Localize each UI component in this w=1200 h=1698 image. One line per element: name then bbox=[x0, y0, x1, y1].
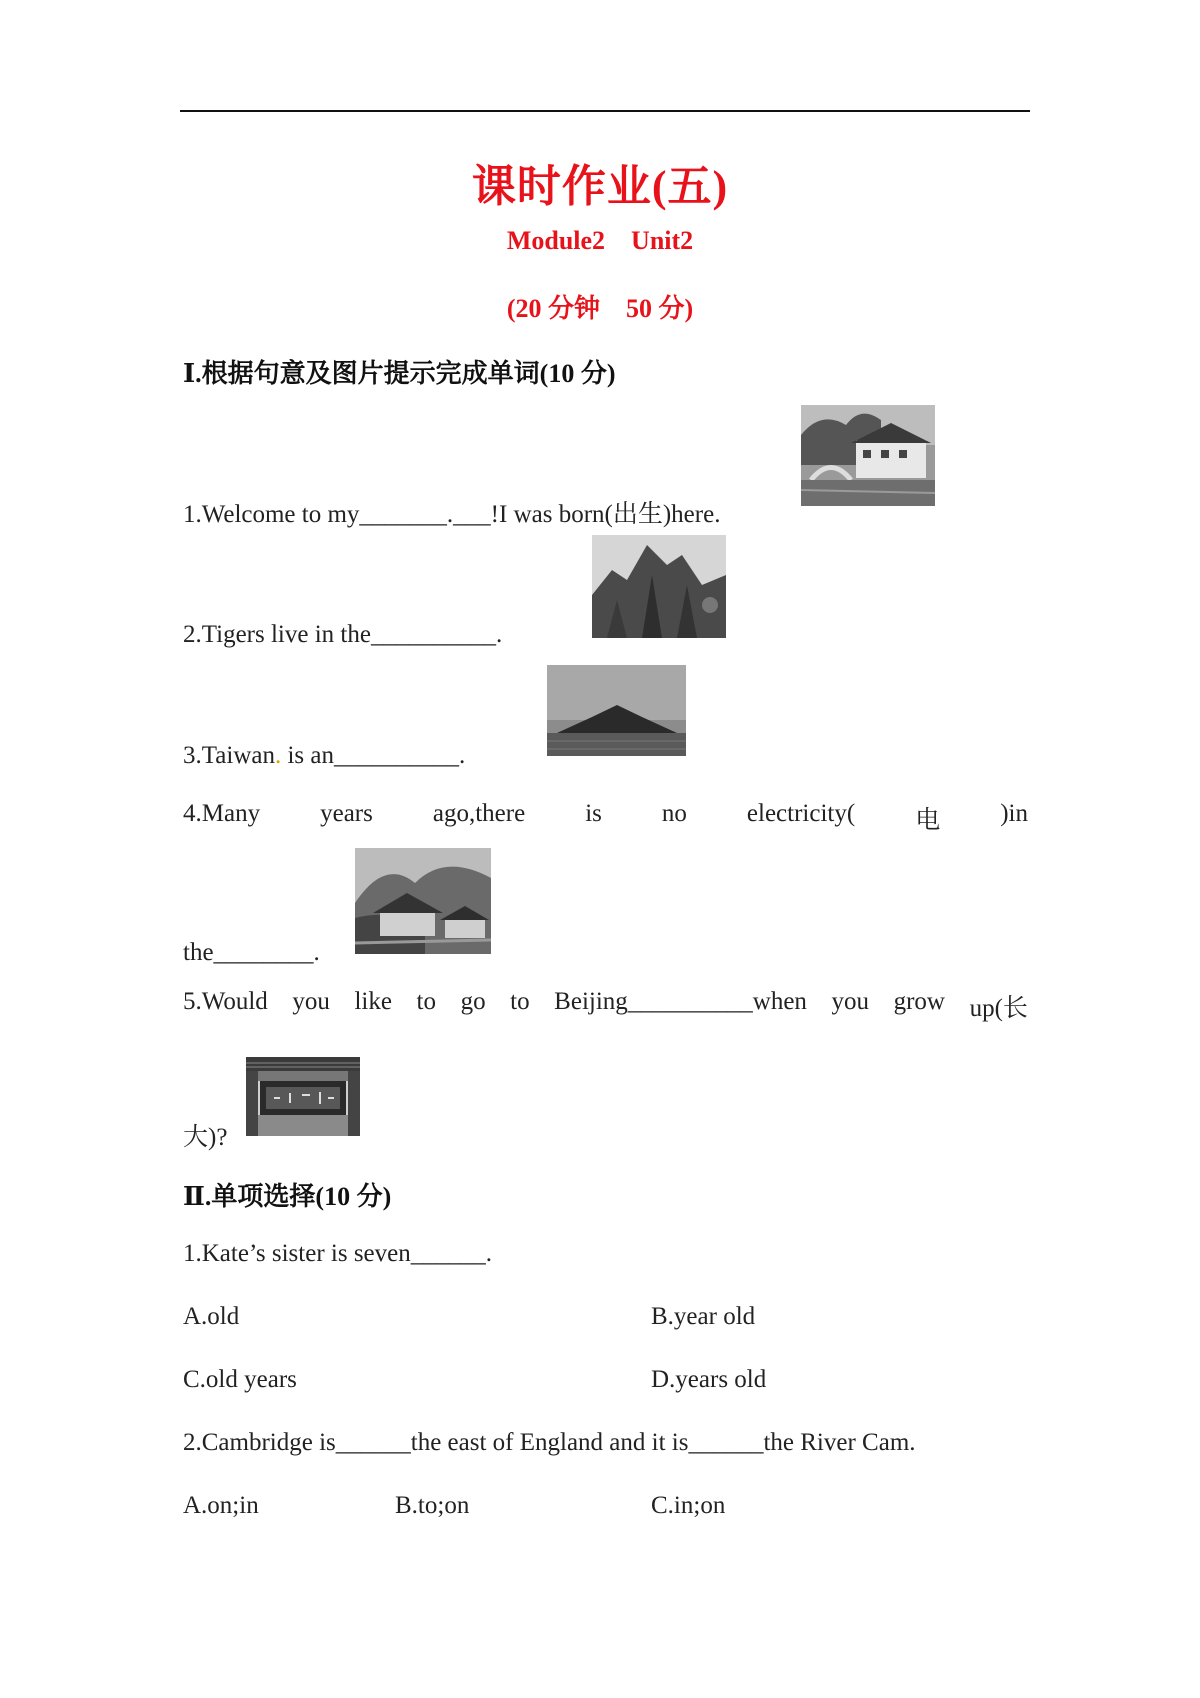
option-2-2-c: C.in;on bbox=[651, 1492, 726, 1519]
question-1-1-text: 1.Welcome to my_______.___!I was born(出生)here. bbox=[183, 501, 721, 528]
question-1-5-line-2 bbox=[183, 1117, 227, 1153]
page-title: 课时作业(五) bbox=[471, 162, 729, 211]
q4-word: is bbox=[585, 800, 602, 827]
question-1-4-line-1 bbox=[183, 800, 1028, 836]
question-1-1 bbox=[183, 494, 720, 530]
question-1-5-line-1 bbox=[183, 988, 1028, 1024]
q5-word: you bbox=[292, 988, 330, 1015]
q5-word: to bbox=[510, 988, 530, 1015]
q4-word: electricity( bbox=[746, 800, 856, 827]
header-rule bbox=[180, 110, 1030, 112]
q5-word: go bbox=[460, 988, 486, 1015]
module-subtitle: Module2 Unit2 bbox=[506, 226, 694, 255]
q4-word: 电 bbox=[915, 807, 941, 834]
question-1-2-text: 2.Tigers live in the__________. bbox=[183, 621, 503, 648]
option-2-1-a: A.old bbox=[183, 1303, 240, 1330]
q5-word: up(长 bbox=[969, 995, 1028, 1022]
q5-word: to bbox=[416, 988, 436, 1015]
question-2-2-text: 2.Cambridge is______the east of England and it is______the River Cam. bbox=[183, 1429, 916, 1456]
countryside-photo bbox=[355, 848, 491, 954]
question-1-5-end-text: 大)? bbox=[183, 1124, 228, 1151]
question-2-1 bbox=[183, 1240, 492, 1268]
q5-word: you bbox=[831, 988, 870, 1015]
q4-word: ago,there bbox=[432, 800, 526, 827]
university-gate-photo bbox=[246, 1057, 360, 1136]
q5-word: like bbox=[354, 988, 392, 1015]
option-2-1-c: C.old years bbox=[183, 1366, 297, 1393]
question-2-2 bbox=[183, 1429, 916, 1457]
q5-word: grow bbox=[893, 988, 945, 1015]
q4-word: 4.Many bbox=[183, 800, 261, 827]
option-2-2-a: A.on;in bbox=[183, 1492, 259, 1519]
question-1-3-text-a: 3.Taiwan bbox=[183, 742, 275, 769]
option-2-1-b: B.year old bbox=[651, 1303, 756, 1330]
q5-word: 5.Would bbox=[183, 988, 268, 1015]
question-2-1-text: 1.Kate’s sister is seven______. bbox=[183, 1240, 492, 1267]
island-photo bbox=[547, 665, 686, 756]
option-2-1-d: D.years old bbox=[651, 1366, 767, 1393]
section-1-heading: Ⅰ.根据句意及图片提示完成单词(10 分) bbox=[183, 359, 616, 388]
highlight-dot: . bbox=[274, 742, 282, 769]
question-1-4-line-2 bbox=[183, 939, 320, 967]
time-score-subtitle: (20 分钟 50 分) bbox=[506, 294, 694, 323]
q4-word: )in bbox=[1000, 800, 1028, 827]
q4-word: years bbox=[320, 800, 373, 827]
question-1-2 bbox=[183, 621, 502, 649]
option-2-2-b: B.to;on bbox=[395, 1492, 470, 1519]
mountain-photo bbox=[592, 535, 726, 638]
q4-word: no bbox=[661, 800, 687, 827]
question-1-4-end-text: the________. bbox=[183, 939, 320, 966]
question-1-3-text-b: is an__________. bbox=[281, 742, 466, 769]
village-photo bbox=[801, 405, 935, 506]
question-1-3 bbox=[183, 742, 465, 770]
q5-word: Beijing__________when bbox=[554, 988, 807, 1015]
section-2-heading: Ⅱ.单项选择(10 分) bbox=[183, 1182, 392, 1211]
